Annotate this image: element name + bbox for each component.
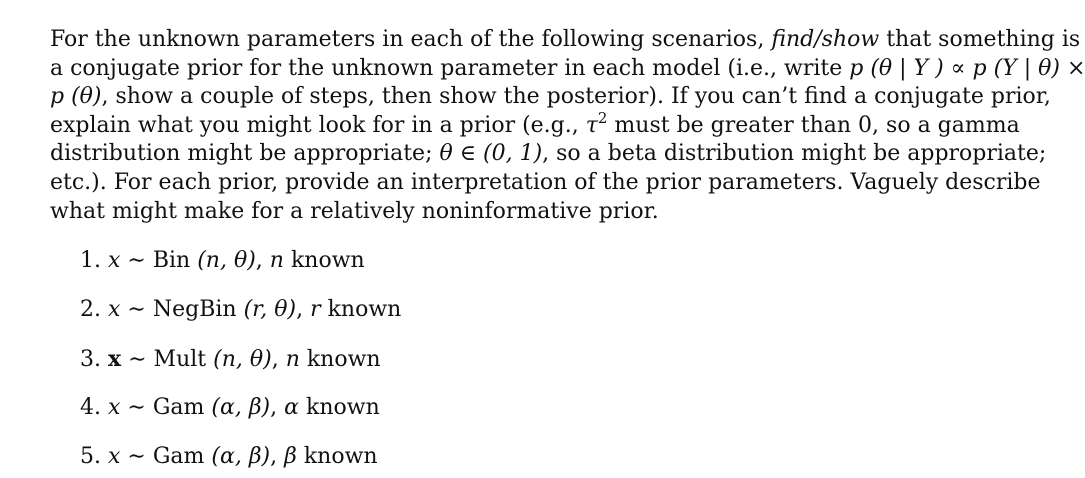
distribution-params: (n, θ) xyxy=(190,248,256,273)
paragraph-line-2 xyxy=(50,55,1085,84)
distributed-as: ∼ xyxy=(120,444,153,469)
theta-interval: θ ∈ (0, 1) xyxy=(439,141,543,167)
paragraph-line-4 xyxy=(50,108,1020,141)
paragraph-line-1 xyxy=(50,26,1081,55)
text-run: , show a couple of steps, then show the posterior). If you can’t find a conjugate prior, xyxy=(101,84,1051,110)
text-run: must be greater than 0, so a gamma xyxy=(607,112,1020,138)
bayes-formula: p (θ | Y ) ∝ p (Y | θ) × xyxy=(849,55,1085,81)
random-variable: x xyxy=(108,395,121,420)
distribution-params: (r, θ) xyxy=(236,297,297,322)
paragraph-line-7: what might make for a relatively noninformative prior. xyxy=(50,198,659,224)
distributed-as: ∼ xyxy=(120,297,153,322)
text-run: a conjugate prior for the unknown parameter in each model (i.e., write xyxy=(50,55,850,81)
random-variable: x xyxy=(108,248,121,273)
distribution-params: (α, β) xyxy=(204,395,271,420)
known-label: known xyxy=(296,444,378,469)
paragraph-line-5 xyxy=(50,140,1047,169)
distributed-as: ∼ xyxy=(121,347,154,372)
text-run: For the unknown parameters in each of the following scenarios, xyxy=(50,27,772,52)
instructions-paragraph xyxy=(50,26,1085,226)
prior-formula: p (θ) xyxy=(50,84,102,110)
known-label: known xyxy=(283,248,365,273)
distributed-as: ∼ xyxy=(120,395,153,420)
list-item: 4. x ∼ Gam (α, β), α known xyxy=(80,393,380,423)
tau-exponent: 2 xyxy=(597,108,608,127)
list-item: 3. x ∼ Mult (n, θ), n known xyxy=(80,344,381,375)
random-variable: x xyxy=(108,297,121,322)
item-number: 2. xyxy=(80,297,101,322)
tau-symbol: τ xyxy=(585,112,598,138)
text-run: that something is xyxy=(879,27,1081,52)
list-item: 1. x ∼ Bin (n, θ), n known xyxy=(80,246,365,276)
distribution-params: (α, β) xyxy=(204,444,271,469)
distribution-params: (n, θ) xyxy=(206,347,272,372)
emphasis-find-show: find/show xyxy=(771,27,880,52)
item-number: 3. xyxy=(80,347,101,372)
paragraph-line-6: etc.). For each prior, provide an interpretation of the prior parameters. Vaguely describe xyxy=(50,169,1041,195)
text-run: , so a beta distribution might be appropriate; xyxy=(542,141,1047,167)
distribution-name: NegBin xyxy=(152,297,237,322)
distribution-name: Gam xyxy=(152,395,205,420)
distribution-name: Bin xyxy=(152,248,191,273)
known-parameter: α xyxy=(284,395,299,420)
list-item: 5. x ∼ Gam (α, β), β known xyxy=(80,442,378,472)
known-parameter: β xyxy=(284,444,297,469)
distribution-name: Gam xyxy=(152,444,205,469)
item-number: 4. xyxy=(80,395,101,420)
known-parameter: r xyxy=(310,297,321,322)
known-label: known xyxy=(320,297,402,322)
text-run: distribution might be appropriate; xyxy=(50,141,440,167)
known-label: known xyxy=(299,347,381,372)
item-number: 5. xyxy=(80,444,101,469)
distributed-as: ∼ xyxy=(120,248,153,273)
known-parameter: n xyxy=(285,347,300,372)
known-label: known xyxy=(299,395,380,420)
list-item: 2. x ∼ NegBin (r, θ), r known xyxy=(80,295,401,325)
random-vector: x xyxy=(108,346,122,372)
paragraph-line-3 xyxy=(50,83,1051,112)
random-variable: x xyxy=(108,444,121,469)
text-run: explain what you might look for in a prior (e.g., xyxy=(50,112,586,138)
item-number: 1. xyxy=(80,248,101,273)
distribution-name: Mult xyxy=(153,347,207,372)
known-parameter: n xyxy=(269,248,284,273)
